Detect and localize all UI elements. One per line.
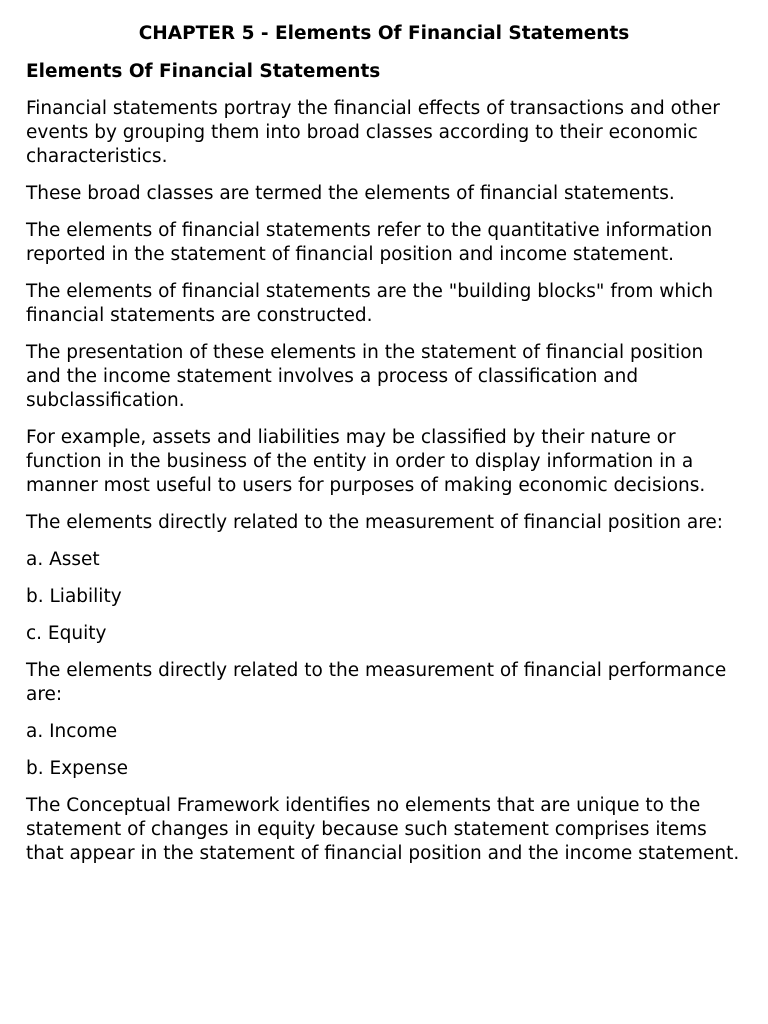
list-item-income: a. Income bbox=[26, 721, 118, 742]
chapter-title: CHAPTER 5 - Elements Of Financial Statements bbox=[138, 23, 630, 44]
paragraph-broad-classes: These broad classes are termed the elements of financial statements. bbox=[26, 183, 675, 204]
paragraph-quantitative-info: The elements of financial statements refer to the quantitative information reported in the statement of financial position and income statement. bbox=[26, 220, 713, 265]
section-heading: Elements Of Financial Statements bbox=[26, 61, 381, 82]
paragraph-financial-position-intro: The elements directly related to the measurement of financial position are: bbox=[26, 512, 724, 533]
paragraph-conceptual-framework: The Conceptual Framework identifies no elements that are unique to the statement of changes in equity because such statement comprises items that appear in the statement of financial position and the income statement. bbox=[26, 795, 740, 864]
paragraph-example: For example, assets and liabilities may be classified by their nature or function in the business of the entity in order to display information in a manner most useful to users for purposes of making economic decisions. bbox=[26, 427, 706, 496]
list-item-expense: b. Expense bbox=[26, 758, 129, 779]
paragraph-building-blocks: The elements of financial statements are the "building blocks" from which financial statements are constructed. bbox=[26, 281, 714, 326]
list-item-liability: b. Liability bbox=[26, 586, 122, 607]
paragraph-presentation: The presentation of these elements in the statement of financial position and the income statement involves a process of classification and subclassification. bbox=[26, 342, 704, 411]
list-item-equity: c. Equity bbox=[26, 623, 107, 644]
list-item-asset: a. Asset bbox=[26, 549, 100, 570]
paragraph-intro: Financial statements portray the financial effects of transactions and other events by grouping them into broad classes according to their economic characteristics. bbox=[26, 98, 720, 167]
paragraph-financial-performance-intro: The elements directly related to the measurement of financial performance are: bbox=[26, 660, 727, 705]
